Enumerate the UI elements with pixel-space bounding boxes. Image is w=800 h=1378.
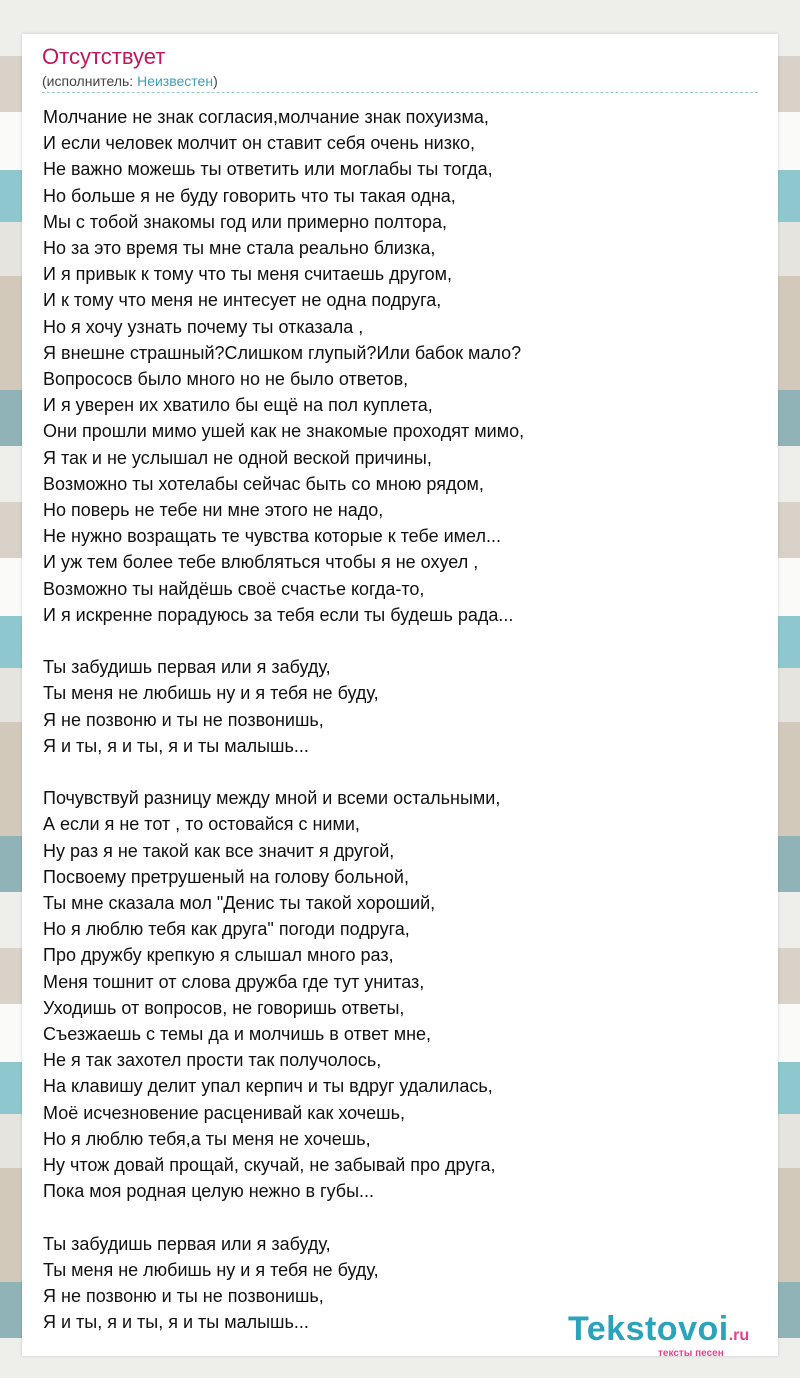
lyrics-line: Вопрососв было много но не было ответов, bbox=[43, 369, 409, 390]
lyrics-line: Ты меня не любишь ну и я тебя не буду, bbox=[43, 1259, 379, 1280]
lyrics-line: И я привык к тому что ты меня считаешь другом, bbox=[43, 264, 453, 285]
lyrics-line: Ты забудишь первая или я забуду, bbox=[43, 657, 331, 678]
lyrics-line: Я так и не услышал не одной веской причины, bbox=[43, 447, 432, 468]
lyrics-line: На клавишу делит упал керпич и ты вдруг удалилась, bbox=[43, 1076, 493, 1097]
lyrics-line: Не я так захотел прости так получолось, bbox=[43, 1050, 382, 1071]
lyrics-stanza bbox=[43, 104, 763, 628]
lyrics-stanza bbox=[43, 654, 763, 759]
lyrics-line: Они прошли мимо ушей как не знакомые проходят мимо, bbox=[43, 421, 525, 442]
lyrics-line: Не нужно возращать те чувства которые к тебе имел... bbox=[43, 526, 501, 547]
lyrics-line: И если человек молчит он ставит себя очень низко, bbox=[43, 133, 476, 154]
lyrics-line: И уж тем более тебе влюбляться чтобы я не охуел , bbox=[43, 552, 479, 573]
lyrics-line: Но за это время ты мне стала реально близка, bbox=[43, 238, 436, 259]
lyrics-line: Но больше я не буду говорить что ты такая одна, bbox=[43, 185, 456, 206]
lyrics-line: И я уверен их хватило бы ещё на пол куплета, bbox=[43, 395, 433, 416]
lyrics-line: И я искренне порадуюсь за тебя если ты будешь рада... bbox=[43, 604, 514, 625]
lyrics-line: Меня тошнит от слова дружба где тут унитаз, bbox=[43, 971, 425, 992]
artist-prefix: (исполнитель: bbox=[42, 73, 138, 89]
lyrics-line: Ты меня не любишь ну и я тебя не буду, bbox=[43, 683, 379, 704]
lyrics-line: Ты мне сказала мол "Денис ты такой хороший, bbox=[43, 893, 436, 914]
lyrics-text bbox=[43, 104, 763, 1336]
song-title: Отсутствует bbox=[42, 44, 166, 69]
lyrics-line: Уходишь от вопросов, не говоришь ответы, bbox=[43, 997, 405, 1018]
lyrics-line: Мы с тобой знакомы год или примерно полтора, bbox=[43, 211, 447, 232]
title-divider bbox=[42, 92, 758, 93]
lyrics-line: Но я хочу узнать почему ты отказала , bbox=[43, 316, 364, 337]
lyrics-line: Пока моя родная целую нежно в губы... bbox=[43, 1181, 375, 1202]
site-logo[interactable] bbox=[568, 1310, 768, 1359]
brand-name: Tekstovoi bbox=[568, 1310, 729, 1348]
artist-suffix: ) bbox=[213, 73, 218, 89]
lyrics-line: Но я люблю тебя,а ты меня не хочешь, bbox=[43, 1128, 371, 1149]
brand-tld: .ru bbox=[728, 1327, 750, 1344]
lyrics-stanza bbox=[43, 785, 763, 1204]
lyrics-line: Но поверь не тебе ни мне этого не надо, bbox=[43, 500, 384, 521]
lyrics-line: Съезжаешь с темы да и молчишь в ответ мне, bbox=[43, 1024, 432, 1045]
lyrics-line: Молчание не знак согласия,молчание знак похуизма, bbox=[43, 107, 489, 127]
lyrics-card bbox=[22, 34, 778, 1359]
lyrics-line: Моё исчезновение расценивай как хочешь, bbox=[43, 1102, 405, 1123]
lyrics-line: Я и ты, я и ты, я и ты малышь... bbox=[43, 1312, 309, 1333]
lyrics-line: Я не позвоню и ты не позвонишь, bbox=[43, 1286, 324, 1307]
artist-line bbox=[42, 73, 218, 89]
lyrics-line: Я и ты, я и ты, я и ты малышь... bbox=[43, 735, 309, 756]
lyrics-line: Ты забудишь первая или я забуду, bbox=[43, 1233, 331, 1254]
lyrics-line: И к тому что меня не интесует не одна подруга, bbox=[43, 290, 442, 311]
brand-tagline: тексты песен bbox=[658, 1348, 724, 1359]
lyrics-line: А если я не тот , то остовайся с ними, bbox=[43, 814, 360, 835]
artist-link[interactable]: Неизвестен bbox=[137, 73, 214, 89]
lyrics-line: Про дружбу крепкую я слышал много раз, bbox=[43, 945, 394, 966]
lyrics-line: Не важно можешь ты ответить или моглабы ты тогда, bbox=[43, 159, 493, 180]
lyrics-line: Возможно ты хотелабы сейчас быть со мною рядом, bbox=[43, 473, 484, 494]
lyrics-line: Но я люблю тебя как друга" погоди подруга, bbox=[43, 919, 410, 940]
lyrics-line: Я внешне страшный?Слишком глупый?Или бабок мало? bbox=[43, 342, 522, 363]
lyrics-line: Ну раз я не такой как все значит я другой, bbox=[43, 840, 395, 861]
lyrics-line: Посвоему претрушеный на голову больной, bbox=[43, 866, 409, 887]
lyrics-line: Возможно ты найдёшь своё счастье когда-то, bbox=[43, 578, 425, 599]
lyrics-line: Ну чтож довай прощай, скучай, не забывай про друга, bbox=[43, 1155, 496, 1176]
lyrics-line: Почувствуй разницу между мной и всеми остальными, bbox=[43, 788, 501, 809]
lyrics-line: Я не позвоню и ты не позвонишь, bbox=[43, 709, 324, 730]
